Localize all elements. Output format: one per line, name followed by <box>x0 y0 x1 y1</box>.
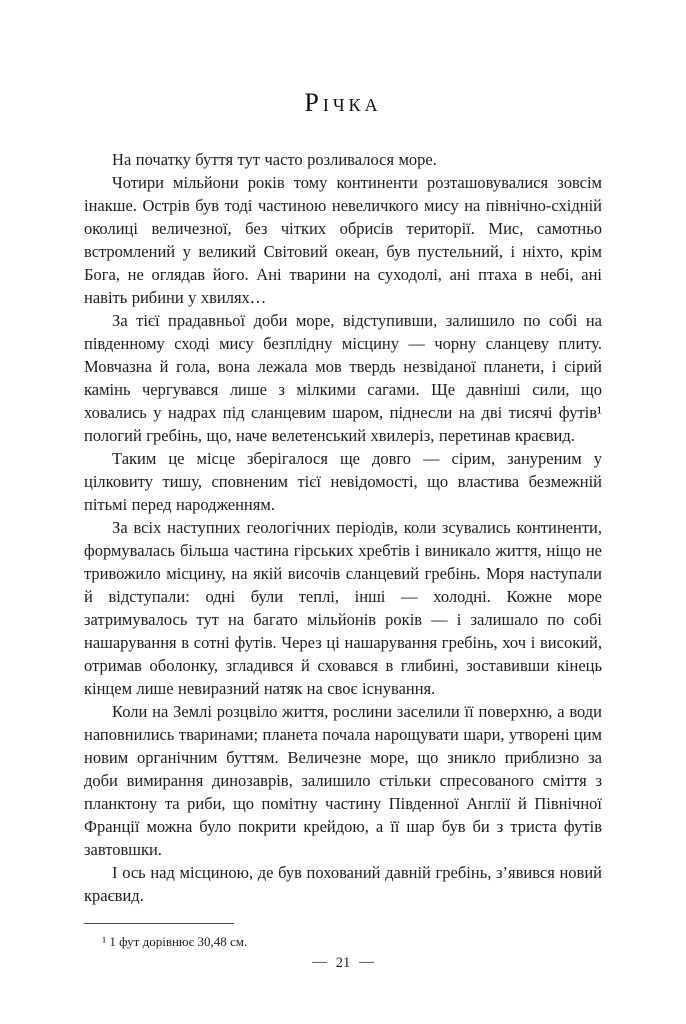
paragraph: За всіх наступних геологічних періодів, коли зсувались континенти, формувалась більша частина гірських хребтів і виникало життя, ніщо не тривожило місцину, на якій височів сланцевий гребінь. Моря наступали й відступали: одні були теплі, інші — холодні. Кожне море затримувалось тут на багато мільйонів років — і залишало по собі нашарування в сотні футів. Через ці нашарування гребінь, хоч і високий, отримав оболонку, згладився й сховався в глибині, зоставивши кінець кінцем лише невиразний натяк на своє існування. <box>84 518 602 698</box>
chapter-title: Річка <box>304 88 382 117</box>
paragraph: На початку буття тут часто розливалося море. <box>112 150 437 169</box>
paragraph: Таким це місце зберігалося ще довго — сірим, зануреним у цілковиту тишу, сповненим тієї невідомості, що властива безмежній пітьмі перед народженням. <box>84 449 602 514</box>
page-number-dash-left: — <box>312 954 327 970</box>
body-text <box>84 148 602 907</box>
paragraph: За тієї прадавньої доби море, відступивши, залишило по собі на південному сході мису безплідну місцину — чорну сланцеву плиту. Мовчазна й гола, вона лежала мов твердь незвіданої планети, і сірий камінь чергувався лише з мілкими сагами. Ще давніші сили, що ховались у надрах під сланцевим шаром, піднесли на дві тисячі футів¹ пологий гребінь, що, наче велетенський хвилеріз, перетинав краєвид. <box>84 311 602 445</box>
page-number-dash-right: — <box>359 954 374 970</box>
footnote-block <box>84 923 602 951</box>
page-number-value: 21 <box>335 955 351 971</box>
paragraph: Коли на Землі розцвіло життя, рослини заселили її поверхню, а води наповнились тваринами; планета почала нарощувати шари, утворені цим новим органічним буттям. Величезне море, що зникло приблизно за доби вимирання динозаврів, залишило стільки спресованого сміття з планктону та риби, що помітну частину Південної Англії й Північної Франції можна було покрити крейдою, а її шар був би з триста футів завтовшки. <box>84 702 602 859</box>
footnote-divider <box>84 923 234 924</box>
footnote: ¹ 1 фут дорівнює 30,48 см. <box>102 934 248 949</box>
paragraph: Чотири мільйони років тому континенти розташовувалися зовсім інакше. Острів був тоді частиною невеличкого мису на північно-східній околиці величезної, без чітких обрисів території. Мис, самотньо встромлений у великий Світовий океан, був пустельний, і ніхто, крім Бога, не оглядав його. Ані тварини на суходолі, ані птаха в небі, ані навіть рибини у хвилях… <box>84 173 602 307</box>
paragraph: І ось над місциною, де був похований давній гребінь, з’явився новий краєвид. <box>84 863 602 905</box>
page-number <box>0 955 686 972</box>
